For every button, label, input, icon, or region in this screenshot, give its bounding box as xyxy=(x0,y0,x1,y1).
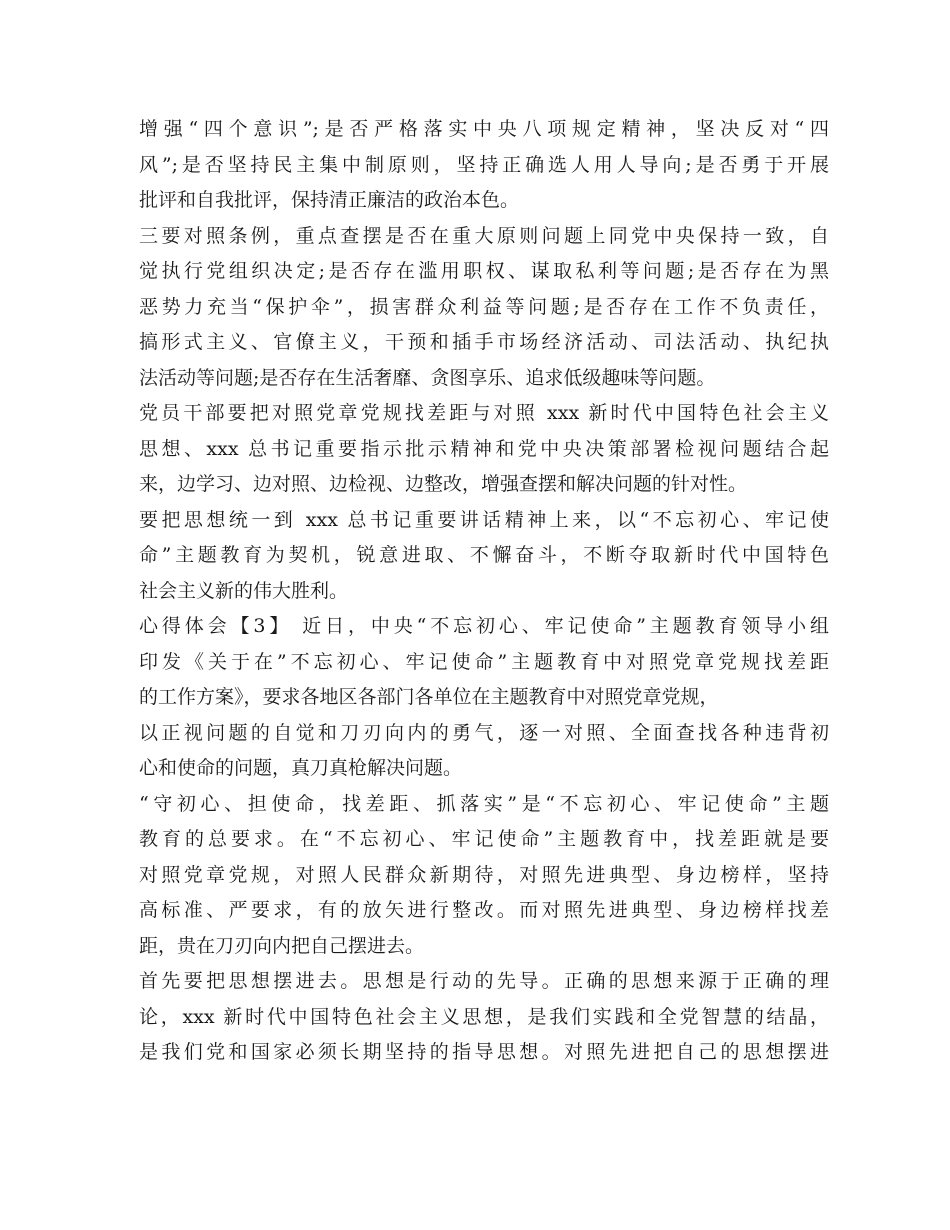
paragraph xyxy=(139,787,829,965)
text-line: 首先要把思想摆进去。思想是行动的先导。正确的思想来源于正确的理 xyxy=(139,970,829,992)
text-line: 是我们党和国家必须长期坚持的指导思想。对照先进把自己的思想摆进 xyxy=(139,1041,829,1063)
text-line: 法活动等问题;是否存在生活奢靡、贪图享乐、追求低级趣味等问题。 xyxy=(139,366,716,389)
text-line: 风”;是否坚持民主集中制原则，坚持正确选人用人导向;是否勇于开展 xyxy=(139,153,829,176)
paragraph xyxy=(139,396,829,503)
text-line: 来，边学习、边对照、边检视、边整改，增强查摆和解决问题的针对性。 xyxy=(139,473,748,495)
text-line: 恶势力充当“保护伞”，损害群众利益等问题;是否存在工作不负责任， xyxy=(139,295,829,318)
text-line: 增强“四个意识”;是否严格落实中央八项规定精神，坚决反对“四 xyxy=(139,118,829,140)
paragraph xyxy=(139,503,829,610)
text-line: 心和使命的问题，真刀真枪解决问题。 xyxy=(139,757,463,779)
text-line: 的工作方案》，要求各地区各部门各单位在主题教育中对照党章党规， xyxy=(139,686,719,708)
text-line: 印发《关于在”不忘初心、牢记使命”主题教育中对照党章党规找差距 xyxy=(139,650,829,673)
text-line: 高标准、严要求，有的放矢进行整改。而对照先进典型、身边榜样找差 xyxy=(139,899,829,921)
text-line: 要把思想统一到 xxx 总书记重要讲话精神上来，以“不忘初心、牢记使 xyxy=(139,508,829,531)
text-line: 教育的总要求。在“不忘初心、牢记使命”主题教育中，找差距就是要 xyxy=(139,828,829,850)
paragraph xyxy=(139,609,829,787)
text-line: 距，贵在刀刃向内把自己摆进去。 xyxy=(139,934,425,957)
text-line: 命”主题教育为契机，锐意进取、不懈奋斗，不断夺取新时代中国特色 xyxy=(139,544,829,566)
text-line: 搞形式主义、官僚主义，干预和插手市场经济活动、司法活动、执纪执 xyxy=(139,331,829,353)
document-body xyxy=(139,112,829,1071)
text-line: 党员干部要把对照党章党规找差距与对照 xxx 新时代中国特色社会主义 xyxy=(139,402,829,424)
text-line: 觉执行党组织决定;是否存在滥用职权、谋取私利等问题;是否存在为黑 xyxy=(139,260,829,282)
text-line: 批评和自我批评，保持清正廉洁的政治本色。 xyxy=(139,189,520,211)
paragraph xyxy=(139,219,829,397)
text-line: 论，xxx 新时代中国特色社会主义思想，是我们实践和全党智慧的结晶， xyxy=(139,1005,829,1028)
text-line: “守初心、担使命，找差距、抓落实”是“不忘初心、牢记使命”主题 xyxy=(139,792,829,815)
text-line: 心得体会【3】 近日，中央“不忘初心、牢记使命”主题教育领导小组 xyxy=(139,615,829,637)
text-line: 以正视问题的自觉和刀刃向内的勇气，逐一对照、全面查找各种违背初 xyxy=(139,721,829,744)
text-line: 思想、xxx 总书记重要指示批示精神和党中央决策部署检视问题结合起 xyxy=(139,437,829,460)
text-line: 三要对照条例，重点查摆是否在重大原则问题上同党中央保持一致，自 xyxy=(139,224,829,247)
text-line: 对照党章党规，对照人民群众新期待，对照先进典型、身边榜样，坚持 xyxy=(139,863,829,886)
text-line: 社会主义新的伟大胜利。 xyxy=(139,579,349,602)
paragraph xyxy=(139,112,829,219)
paragraph xyxy=(139,964,829,1071)
